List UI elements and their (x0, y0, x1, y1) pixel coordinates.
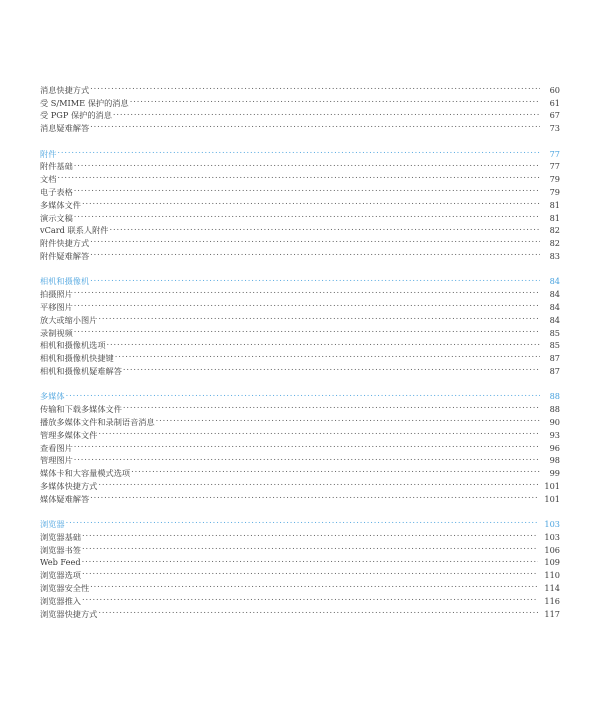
page-number: 103 (544, 519, 560, 530)
dot-leader (123, 361, 540, 374)
page-number: 73 (549, 123, 560, 134)
entry-title: 浏览器基础 (40, 531, 81, 542)
entry-title: 相机和摄像机疑难解答 (40, 365, 122, 376)
dot-leader (115, 348, 540, 361)
toc-entry[interactable] (40, 80, 560, 93)
dot-leader (98, 425, 540, 438)
page-number: 96 (549, 442, 560, 453)
entry-title: 附件基础 (40, 161, 73, 172)
dot-leader (156, 412, 540, 425)
toc-section (40, 514, 560, 619)
page-number: 106 (544, 544, 560, 555)
page-number: 79 (549, 174, 560, 185)
toc-entry[interactable] (40, 361, 560, 374)
toc-entry[interactable] (40, 195, 560, 208)
toc-entry[interactable] (40, 399, 560, 415)
section-title: 附件 (40, 148, 57, 159)
entry-title: 放大或缩小图片 (40, 314, 98, 325)
entry-title: 附件疑难解答 (40, 250, 90, 261)
entry-title: 受 S/MIME 保护的消息 (40, 97, 129, 108)
toc-entry[interactable] (40, 106, 560, 119)
page-number: 79 (549, 186, 560, 197)
toc-entry[interactable] (40, 591, 560, 604)
toc-entry[interactable] (40, 336, 560, 349)
dot-leader (57, 169, 540, 182)
page-number: 110 (544, 570, 560, 581)
toc-entry[interactable] (40, 169, 560, 185)
page-number: 77 (549, 161, 560, 172)
dot-leader (82, 527, 538, 540)
page-number: 81 (549, 212, 560, 223)
dot-leader (131, 463, 540, 476)
toc-entry[interactable] (40, 208, 560, 221)
toc-entry[interactable] (40, 284, 560, 300)
dot-leader (90, 489, 538, 502)
dot-leader (90, 118, 540, 131)
page-number: 85 (549, 340, 560, 351)
page-number: 99 (549, 468, 560, 479)
dot-leader (98, 476, 538, 489)
page-number: 101 (544, 493, 560, 504)
dot-leader (90, 246, 540, 259)
toc-section (40, 272, 560, 374)
toc-entry[interactable] (40, 565, 560, 581)
page-number: 103 (544, 531, 560, 542)
toc-entry[interactable] (40, 323, 560, 336)
entry-title: 平移图片 (40, 301, 73, 312)
toc-entry[interactable] (40, 604, 560, 617)
dot-leader (98, 310, 540, 323)
dot-leader (57, 144, 540, 157)
toc-section-heading[interactable] (40, 387, 560, 400)
dot-leader (123, 399, 540, 412)
page-number: 116 (544, 595, 560, 606)
entry-title: 查看图片 (40, 442, 73, 453)
page-number: 67 (549, 110, 560, 121)
dot-leader (82, 195, 540, 208)
entry-title: 相机和摄像机选项 (40, 340, 106, 351)
entry-title: 消息疑难解答 (40, 123, 90, 134)
toc-entry[interactable] (40, 489, 560, 502)
page-number: 88 (549, 391, 560, 402)
page-number: 117 (544, 608, 560, 619)
dot-leader (113, 106, 540, 119)
toc-section-heading[interactable] (40, 144, 560, 157)
toc-section (40, 80, 560, 134)
toc-entry[interactable] (40, 438, 560, 451)
dot-leader (130, 93, 540, 106)
dot-leader (74, 451, 540, 464)
dot-leader (90, 578, 538, 591)
page-number: 82 (549, 238, 560, 249)
entry-title: 媒体卡和大容量模式选项 (40, 468, 131, 479)
dot-leader (66, 514, 539, 527)
page-number: 84 (549, 276, 560, 287)
page-number: 61 (549, 97, 560, 108)
dot-leader (82, 565, 538, 578)
toc-entry[interactable] (40, 348, 560, 364)
toc-entry[interactable] (40, 527, 560, 540)
entry-title: 浏览器安全性 (40, 583, 90, 594)
entry-title: 受 PGP 保护的消息 (40, 110, 112, 121)
page-number: 101 (544, 480, 560, 491)
toc-entry[interactable] (40, 578, 560, 594)
page-number: 85 (549, 327, 560, 338)
toc-entry[interactable] (40, 553, 560, 566)
page-number: 83 (549, 250, 560, 261)
entry-title: 相机和摄像机快捷键 (40, 353, 114, 364)
page-number: 77 (549, 148, 560, 159)
entry-title: 拍摄照片 (40, 289, 73, 300)
toc-entry[interactable] (40, 463, 560, 479)
entry-title: 浏览器推入 (40, 595, 81, 606)
entry-title: Web Feed (40, 557, 81, 568)
dot-leader (90, 233, 540, 246)
dot-leader (66, 387, 540, 400)
toc-entry[interactable] (40, 118, 560, 134)
dot-leader (82, 540, 538, 553)
page-number: 60 (549, 84, 560, 95)
toc-section-heading[interactable] (40, 272, 560, 285)
page-number: 98 (549, 455, 560, 466)
entry-title: 媒体疑难解答 (40, 493, 90, 504)
dot-leader (74, 284, 540, 297)
entry-title: 传输和下载多媒体文件 (40, 404, 122, 415)
toc-entry[interactable] (40, 157, 560, 170)
dot-leader (74, 438, 540, 451)
entry-title: 多媒体快捷方式 (40, 480, 98, 491)
toc-entry[interactable] (40, 451, 560, 464)
entry-title: 演示文稿 (40, 212, 73, 223)
toc-entry[interactable] (40, 233, 560, 249)
entry-title: 消息快捷方式 (40, 84, 90, 95)
section-title: 浏览器 (40, 519, 65, 530)
page-number: 84 (549, 289, 560, 300)
entry-title: 浏览器书签 (40, 544, 81, 555)
toc-entry[interactable] (40, 425, 560, 438)
dot-leader (82, 591, 538, 604)
dot-leader (107, 336, 540, 349)
page-number: 109 (544, 557, 560, 568)
page-number: 84 (549, 314, 560, 325)
entry-title: 录制视频 (40, 327, 73, 338)
dot-leader (74, 208, 540, 221)
entry-title: 浏览器选项 (40, 570, 81, 581)
section-title: 多媒体 (40, 391, 65, 402)
dot-leader (98, 604, 538, 617)
toc-entry[interactable] (40, 93, 560, 106)
toc-section (40, 387, 560, 502)
dot-leader (74, 297, 540, 310)
toc-entry[interactable] (40, 246, 560, 259)
page-number: 82 (549, 225, 560, 236)
page-number: 87 (549, 365, 560, 376)
page-number: 87 (549, 353, 560, 364)
toc-entry[interactable] (40, 310, 560, 323)
toc-entry[interactable] (40, 297, 560, 310)
page-number: 84 (549, 301, 560, 312)
entry-title: 电子表格 (40, 186, 73, 197)
toc-section-heading[interactable] (40, 514, 560, 530)
page-number: 93 (549, 429, 560, 440)
entry-title: vCard 联系人附件 (40, 225, 109, 236)
page-number: 81 (549, 199, 560, 210)
entry-title: 管理多媒体文件 (40, 429, 98, 440)
entry-title: 播放多媒体文件和录制语音消息 (40, 416, 155, 427)
dot-leader (74, 323, 540, 336)
table-of-contents (40, 80, 560, 629)
toc-section (40, 144, 560, 259)
dot-leader (90, 272, 540, 285)
dot-leader (109, 221, 540, 234)
toc-entry[interactable] (40, 221, 560, 234)
entry-title: 浏览器快捷方式 (40, 608, 98, 619)
page-number: 114 (544, 583, 560, 594)
page-number: 88 (549, 404, 560, 415)
toc-entry[interactable] (40, 540, 560, 553)
page-number: 90 (549, 416, 560, 427)
entry-title: 文档 (40, 174, 57, 185)
entry-title: 附件快捷方式 (40, 238, 90, 249)
dot-leader (82, 553, 539, 566)
section-title: 相机和摄像机 (40, 276, 90, 287)
dot-leader (90, 80, 540, 93)
entry-title: 多媒体文件 (40, 199, 81, 210)
dot-leader (74, 182, 540, 195)
dot-leader (74, 157, 540, 170)
toc-entry[interactable] (40, 182, 560, 195)
entry-title: 管理图片 (40, 455, 73, 466)
toc-entry[interactable] (40, 476, 560, 489)
